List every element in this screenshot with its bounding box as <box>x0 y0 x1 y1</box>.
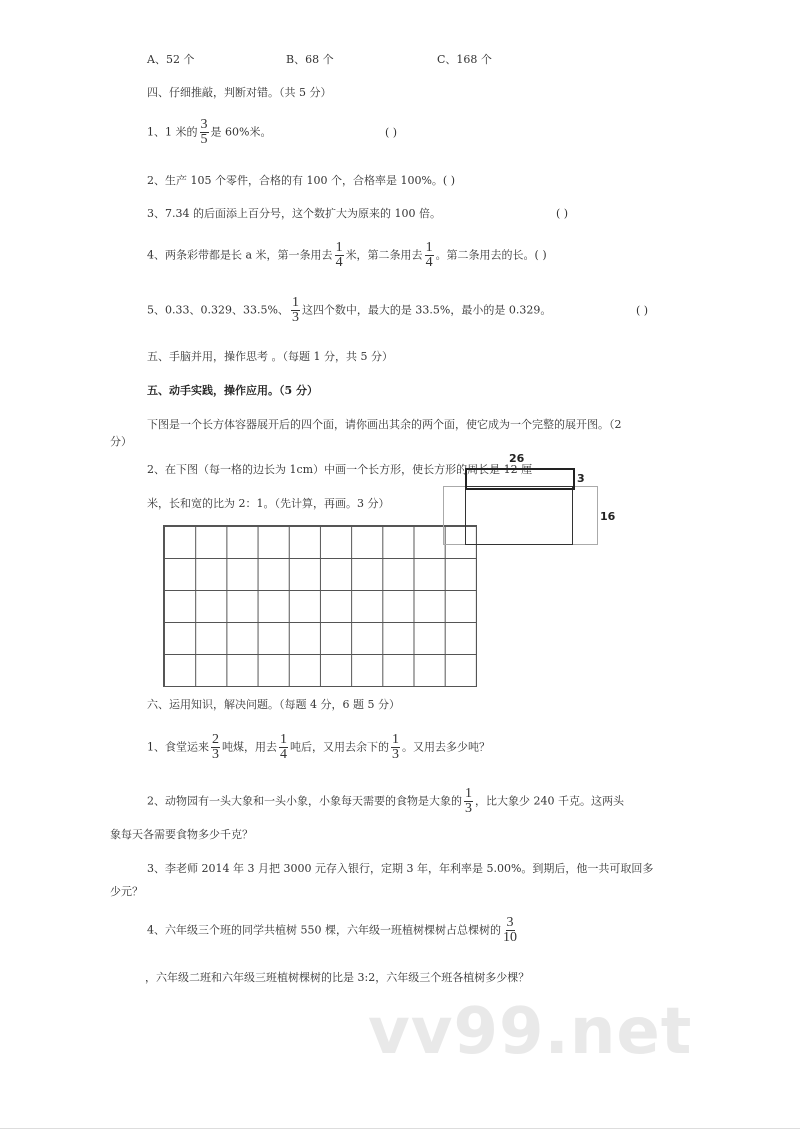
text: 这四个数中，最大的是 33.5%，最小的是 0.329。 <box>301 303 552 317</box>
fraction <box>464 787 473 816</box>
answer-paren[interactable]: ( ) <box>636 304 649 317</box>
text: 4、六年级三个班的同学共植树 550 棵，六年级一班植树棵树占总棵树的 <box>147 923 501 937</box>
fraction <box>279 733 288 762</box>
fraction <box>291 296 300 325</box>
denominator: 3 <box>291 310 299 325</box>
s6-question-2 <box>147 787 624 816</box>
denominator: 3 <box>465 801 472 816</box>
numerator: 1 <box>280 732 287 747</box>
text: 2、动物园有一头大象和一头小象，小象每天需要的食物是大象的 <box>147 794 462 808</box>
answer-paren[interactable]: ( ) <box>556 207 569 220</box>
s4-question-3: 3、7.34 的后面添上百分号，这个数扩大为原来的 100 倍。 <box>147 207 441 220</box>
label-26: 26 <box>509 452 525 465</box>
fraction <box>425 241 434 270</box>
numerator: 1 <box>425 240 433 255</box>
s6-question-1 <box>147 733 490 762</box>
text: 米，第二条用去 <box>345 248 423 262</box>
page-edge <box>0 1128 800 1129</box>
text: 。又用去多少吨？ <box>402 740 490 754</box>
numerator: 1 <box>335 240 343 255</box>
numerator: 3 <box>200 117 208 132</box>
option-a: A、52 个 <box>147 53 195 66</box>
denominator: 10 <box>503 930 517 945</box>
denominator: 4 <box>335 255 343 270</box>
s6-question-3: 3、李老师 2014 年 3 月把 3000 元存入银行，定期 3 年，年利率是 5.00%。到期后，他一共可取回多 <box>147 862 654 875</box>
fraction <box>211 733 220 762</box>
text: ，比大象少 240 千克。这两头 <box>475 794 624 808</box>
fraction <box>503 916 517 945</box>
s5-question-1: 下图是一个长方体容器展开后的四个面，请你画出其余的两个面，使它成为一个完整的展开图。（2 <box>147 418 622 431</box>
s4-question-4 <box>147 241 547 270</box>
option-c: C、168 个 <box>437 53 492 66</box>
text: 4、两条彩带都是长 a 米，第一条用去 <box>147 248 333 262</box>
drawing-grid[interactable] <box>163 525 477 687</box>
denominator: 4 <box>425 255 433 270</box>
denominator: 3 <box>212 747 219 762</box>
label-16: 16 <box>600 510 616 523</box>
s6-question-4-cont: ，六年级二班和六年级三班植树棵树的比是 3:2，六年级三个班各植树多少棵？ <box>145 971 530 984</box>
s4-question-5 <box>147 296 551 325</box>
numerator: 1 <box>465 786 472 801</box>
denominator: 5 <box>200 132 208 147</box>
watermark: vv99.net <box>368 995 693 1069</box>
net-front-face <box>465 486 573 545</box>
text: 1、1 米的 <box>147 125 198 139</box>
denominator: 3 <box>392 747 399 762</box>
text: 吨后，又用去余下的 <box>290 740 389 754</box>
net-top-face <box>465 468 575 490</box>
s5-question-2-cont: 米，长和宽的比为 2：1。（先计算，再画。3 分） <box>147 497 390 510</box>
label-3: 3 <box>577 472 585 485</box>
s5-question-2: 2、在下图（每一格的边长为 1cm）中画一个长方形，使长方形的周长是 12 厘 <box>147 463 533 476</box>
answer-paren[interactable]: ( ) <box>385 126 398 139</box>
text: 5、0.33、0.329、33.5%、 <box>147 303 289 317</box>
section5a-heading: 五、手脑并用，操作思考 。（每题 1 分，共 5 分） <box>147 350 393 363</box>
section5b-heading: 五、动手实践，操作应用。（5 分） <box>147 384 318 397</box>
s5-question-1-cont: 分） <box>110 435 132 448</box>
denominator: 4 <box>280 747 287 762</box>
s6-question-2-cont: 象每天各需要食物多少千克？ <box>110 828 253 841</box>
option-b: B、68 个 <box>286 53 334 66</box>
numerator: 2 <box>212 732 219 747</box>
s4-question-1 <box>147 118 271 147</box>
text: 是 60%米。 <box>210 125 272 139</box>
text: 。第二条用去的长。( ) <box>435 248 547 262</box>
text: 吨煤，用去 <box>222 740 277 754</box>
fraction <box>391 733 400 762</box>
s6-question-4 <box>147 916 519 945</box>
numerator: 3 <box>506 915 514 930</box>
numerator: 1 <box>291 295 299 310</box>
text: 1、食堂运来 <box>147 740 209 754</box>
fraction <box>200 118 209 147</box>
s4-question-2: 2、生产 105 个零件，合格的有 100 个，合格率是 100%。( ) <box>147 174 455 187</box>
numerator: 1 <box>392 732 399 747</box>
s6-question-3-cont: 少元？ <box>110 885 143 898</box>
section6-heading: 六、运用知识，解决问题。（每题 4 分，6 题 5 分） <box>147 698 400 711</box>
fraction <box>335 241 344 270</box>
section4-heading: 四、仔细推敲，判断对错。（共 5 分） <box>147 86 332 99</box>
